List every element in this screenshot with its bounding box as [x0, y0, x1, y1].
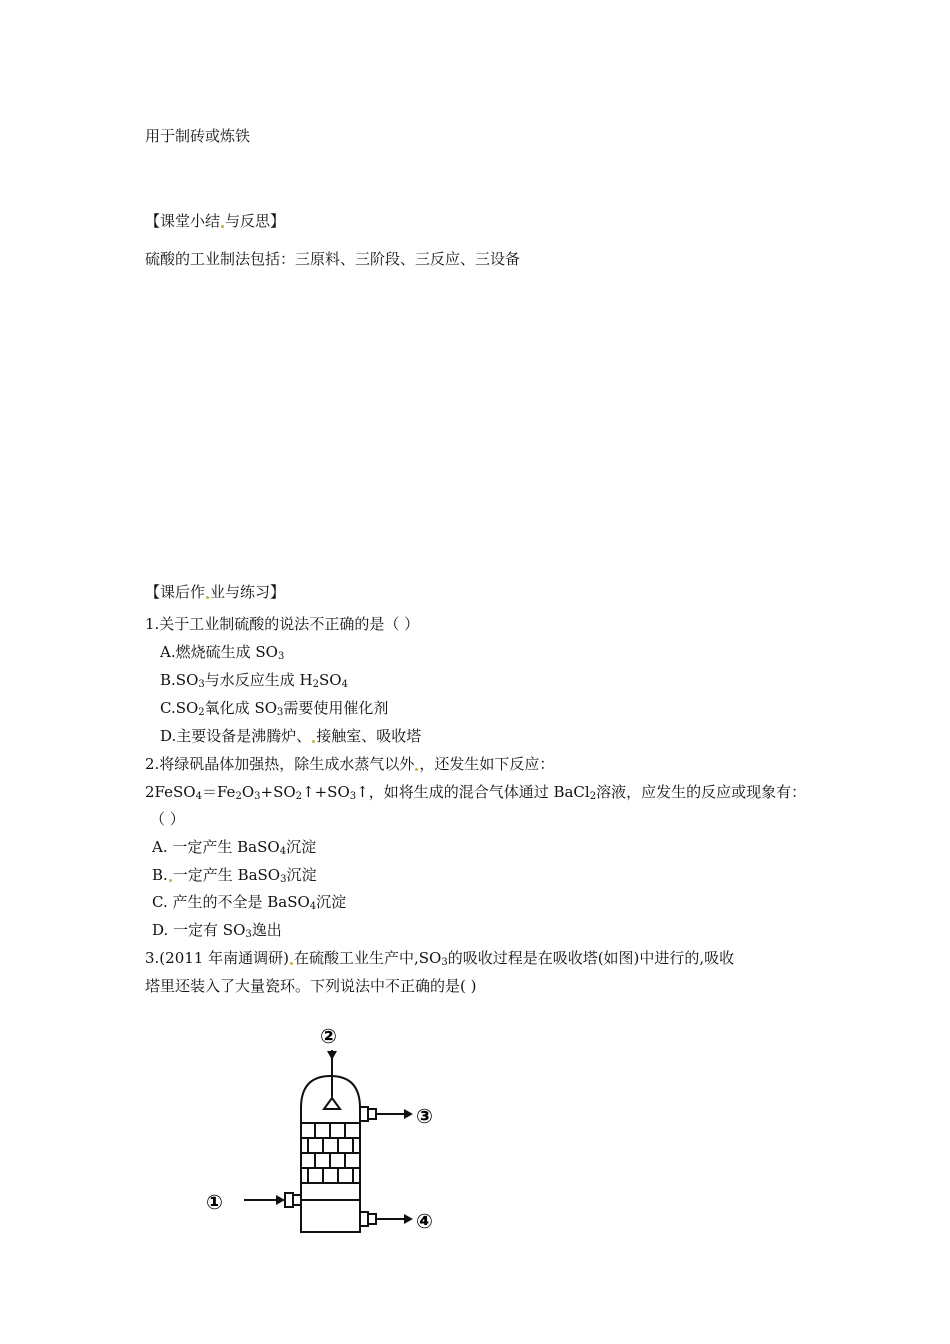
right-arrow-head-3	[404, 1109, 413, 1119]
label-3: ③	[416, 1104, 433, 1128]
q2-option-a	[152, 837, 316, 857]
tower-dome	[301, 1076, 360, 1108]
q2-option-b	[152, 865, 317, 885]
q1-option-d	[160, 726, 421, 746]
q2-option-d	[152, 920, 282, 940]
q1-option-c	[160, 698, 388, 718]
q1-option-a	[160, 642, 284, 662]
summary-body: 硫酸的工业制法包括：三原料、三阶段、三反应、三设备	[145, 250, 521, 268]
q2-a-text-1: A. 一定产生 BaSO	[152, 838, 280, 856]
q1-d-text-2: 接触室、吸收塔	[316, 727, 422, 745]
outlet-4-flange	[360, 1212, 368, 1226]
q1-c-text-3: 需要使用催化剂	[283, 699, 389, 717]
q3-text-3: 的吸收过程是在吸收塔(如图)中进行的,吸收	[447, 949, 735, 967]
sprayer-triangle	[324, 1098, 340, 1109]
outlet-3-flange	[360, 1107, 368, 1121]
summary-heading	[145, 211, 285, 231]
q1-b-sub-3: 4	[341, 679, 348, 690]
outlet-4-pipe	[368, 1214, 376, 1224]
inlet-1-flange	[285, 1193, 293, 1207]
q1-b-text-2: 与水反应生成 H	[204, 671, 313, 689]
q3-sub: 3	[441, 957, 448, 968]
eq-sub-6: 2	[589, 791, 597, 802]
q2-d-sub: 3	[245, 929, 252, 940]
q1-b-sub-1: 3	[198, 679, 205, 690]
label-2: ②	[320, 1024, 337, 1048]
q1-b-text-3: SO	[318, 671, 342, 689]
eq-part-1: 2FeSO	[145, 783, 196, 801]
q1-c-text-2: 氧化成 SO	[204, 699, 278, 717]
dot-mark	[206, 596, 209, 599]
q2-c-text-2: 沉淀	[316, 893, 347, 911]
dot-mark	[290, 962, 293, 965]
q2-b-text-3: 沉淀	[286, 866, 317, 884]
q3-line-1	[145, 948, 734, 968]
q2-b-text-1: B.	[152, 866, 168, 884]
q2-d-text-1: D. 一定有 SO	[152, 921, 246, 939]
eq-sub-3: 3	[254, 791, 261, 802]
eq-sub-2: 2	[235, 791, 242, 802]
label-1: ①	[206, 1190, 223, 1214]
q2-c-sub: 4	[309, 901, 317, 912]
q1-b-sub-2: 2	[312, 679, 319, 690]
q1-a-text: A.燃烧硫生成 SO	[160, 643, 278, 661]
eq-sub-1: 4	[195, 791, 202, 802]
eq-part-5: ↑+SO	[302, 783, 350, 801]
q1-a-sub: 3	[277, 651, 285, 662]
q3-line-2: 塔里还装入了大量瓷环。下列说法中不正确的是( )	[145, 977, 477, 995]
dot-mark	[312, 740, 315, 743]
q1-b-text-1: B.SO	[160, 671, 199, 689]
eq-part-2: ＝Fe	[201, 783, 236, 801]
eq-part-3: O	[241, 783, 255, 801]
eq-sub-4: 2	[295, 791, 303, 802]
absorption-tower-diagram	[196, 1020, 456, 1245]
q2-equation	[145, 782, 806, 802]
summary-heading-part-1: 【课堂小结	[145, 212, 221, 230]
homework-heading-part-2: 业与练习】	[210, 583, 286, 601]
q2-b-text-2: 一定产生 BaSO	[172, 866, 281, 884]
summary-heading-part-2: 与反思】	[225, 212, 286, 230]
q2-a-sub: 4	[279, 846, 287, 857]
label-4: ④	[416, 1209, 433, 1233]
q2-stem-part-1: 2.将绿矾晶体加强热，除生成水蒸气以外	[145, 755, 415, 773]
down-arrow-head	[327, 1051, 337, 1060]
usage-text: 用于制砖或炼铁	[145, 127, 251, 145]
eq-part-4: +SO	[260, 783, 296, 801]
eq-part-6: ↑，如将生成的混合气体通过 BaCl	[356, 783, 590, 801]
q2-stem-part-2: ，还发生如下反应：	[419, 755, 555, 773]
q1-stem: 1.关于工业制硫酸的说法不正确的是（ ）	[145, 615, 420, 633]
q2-c-text-1: C. 产生的不全是 BaSO	[152, 893, 310, 911]
q2-option-c	[152, 892, 346, 912]
q2-answer-paren: （ ）	[150, 810, 185, 828]
inlet-1-pipe	[293, 1195, 301, 1205]
homework-heading	[145, 582, 285, 602]
eq-sub-5: 3	[349, 791, 357, 802]
q1-c-sub-1: 2	[198, 707, 205, 718]
dot-mark	[169, 879, 172, 882]
q2-d-text-2: 逸出	[251, 921, 282, 939]
q1-c-sub-2: 3	[277, 707, 284, 718]
right-arrow-head-4	[404, 1214, 413, 1224]
q2-a-text-2: 沉淀	[286, 838, 317, 856]
right-arrow-head-1	[276, 1195, 285, 1205]
q3-text-1: 3.(2011 年南通调研)	[145, 949, 289, 967]
q2-b-sub: 3	[280, 874, 287, 885]
q2-stem	[145, 754, 554, 774]
q1-option-b	[160, 670, 348, 690]
q3-text-2: 在硫酸工业生产中,SO	[293, 949, 442, 967]
outlet-3-pipe	[368, 1109, 376, 1119]
homework-heading-part-1: 【课后作	[145, 583, 206, 601]
dot-mark	[221, 225, 224, 228]
q1-d-text-1: D.主要设备是沸腾炉、	[160, 727, 312, 745]
dot-mark	[415, 768, 418, 771]
q1-c-text-1: C.SO	[160, 699, 199, 717]
eq-part-7: 溶液，应发生的反应或现象有：	[596, 783, 807, 801]
